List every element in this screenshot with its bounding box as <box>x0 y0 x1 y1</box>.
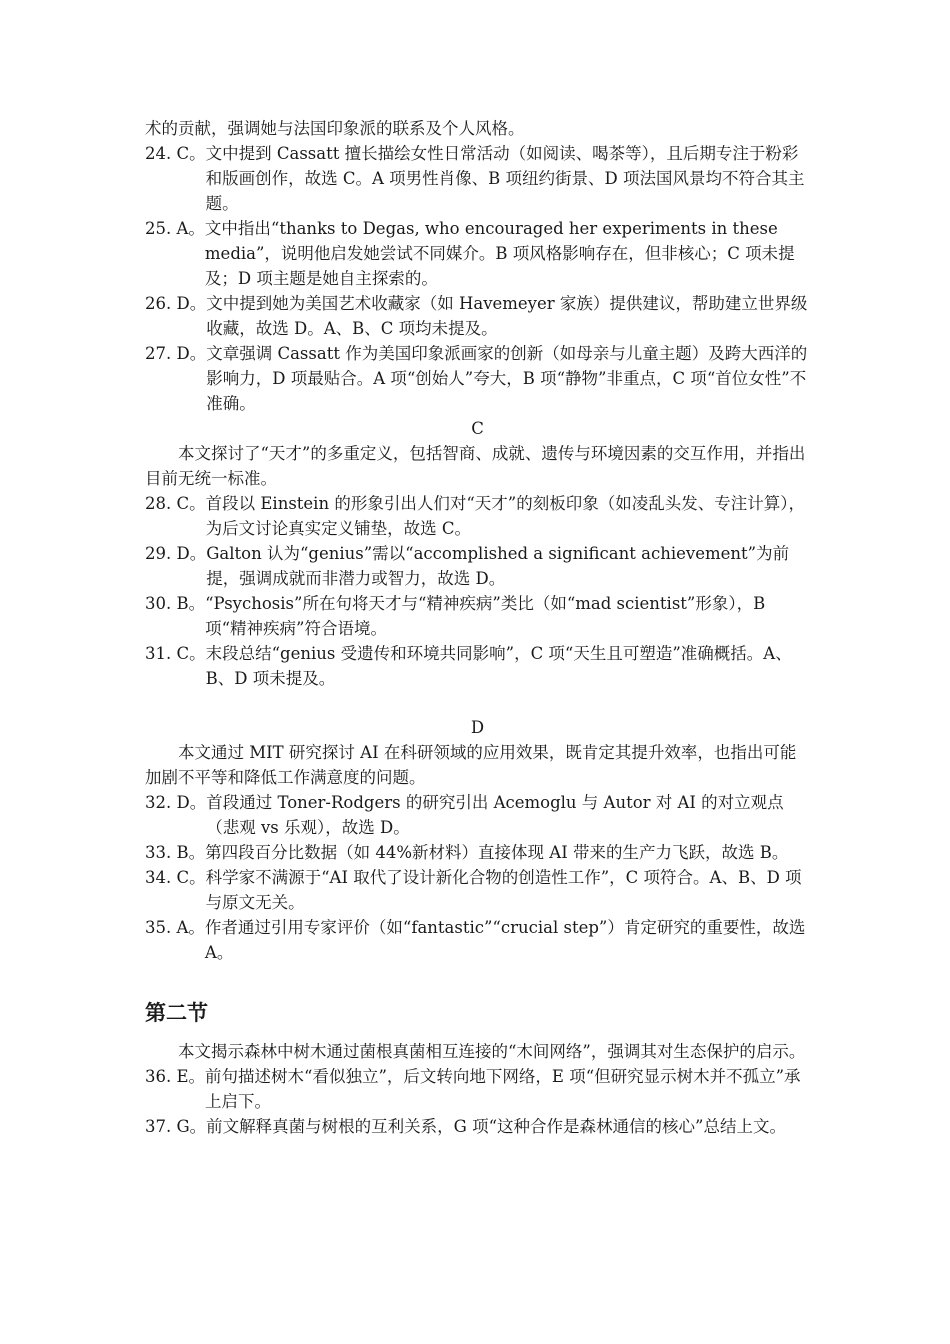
answer-explanation: “Psychosis”所在句将天才与“精神疾病”类比（如“mad scientist”形象），B 项“精神疾病”符合语境。 <box>205 594 766 638</box>
answer-number: 24. C。 <box>145 144 206 163</box>
section-c-answers <box>145 491 810 691</box>
answer-item <box>145 141 810 216</box>
section-two-answers <box>145 1064 810 1139</box>
answer-explanation: 作者通过引用专家评价（如“fantastic”“crucial step”）肯定研究的重要性，故选 A。 <box>204 918 806 962</box>
section-d-answers <box>145 790 810 965</box>
answer-number: 27. D。 <box>145 344 207 363</box>
answer-number: 26. D。 <box>145 294 207 313</box>
answer-explanation: 首段以 Einstein 的形象引出人们对“天才”的刻板印象（如凌乱头发、专注计算），为后文讨论真实定义铺垫，故选 C。 <box>205 494 805 538</box>
answer-number: 34. C。 <box>145 868 206 887</box>
answer-explanation: 前文解释真菌与树根的互利关系，G 项“这种合作是森林通信的核心”总结上文。 <box>206 1117 786 1136</box>
answer-explanation: 第四段百分比数据（如 44%新材料）直接体现 AI 带来的生产力飞跃，故选 B。 <box>205 843 789 862</box>
answer-explanation: 前句描述树木“看似独立”，后文转向地下网络，E 项“但研究显示树木并不孤立”承上启下。 <box>205 1067 801 1111</box>
answer-number: 29. D。 <box>145 544 207 563</box>
answer-item <box>145 491 810 541</box>
answer-item <box>145 341 810 416</box>
answer-number: 28. C。 <box>145 494 206 513</box>
answer-number: 31. C。 <box>145 644 206 663</box>
answer-number: 25. A。 <box>145 219 205 238</box>
answer-item <box>145 865 810 915</box>
intro-tail-text: 术的贡献，强调她与法国印象派的联系及个人风格。 <box>145 119 525 138</box>
section-two-title: 第二节 <box>145 1001 208 1025</box>
answer-explanation: 文中指出“thanks to Degas, who encouraged her experiments in these media”，说明他启发她尝试不同媒介。B 项风格影响存在，但非核心；C 项未提及；D 项主题是她自主探索的。 <box>204 219 795 288</box>
answer-explanation: Galton 认为“genius”需以“accomplished a significant achievement”为前提，强调成就而非潜力或智力，故选 D。 <box>206 544 790 588</box>
answer-item <box>145 216 810 291</box>
answer-number: 30. B。 <box>145 594 206 613</box>
section-d-heading: D <box>470 718 485 737</box>
answer-explanation: 文中提到她为美国艺术收藏家（如 Havemeyer 家族）提供建议，帮助建立世界级收藏，故选 D。A、B、C 项均未提及。 <box>206 294 808 338</box>
answer-number: 35. A。 <box>145 918 205 937</box>
answer-explanation: 科学家不满源于“AI 取代了设计新化合物的创造性工作”，C 项符合。A、B、D 项与原文无关。 <box>205 868 802 912</box>
answer-item <box>145 790 810 840</box>
answer-item <box>145 1114 810 1139</box>
section-b-answers <box>145 141 810 416</box>
section-c-summary: 本文探讨了“天才”的多重定义，包括智商、成就、遗传与环境因素的交互作用，并指出目前无统一标准。 <box>145 444 806 488</box>
answer-number: 33. B。 <box>145 843 206 862</box>
answer-item <box>145 541 810 591</box>
answer-explanation: 末段总结“genius 受遗传和环境共同影响”，C 项“天生且可塑造”准确概括。A、B、D 项未提及。 <box>205 644 792 688</box>
answer-number: 32. D。 <box>145 793 207 812</box>
answer-item <box>145 291 810 341</box>
answer-item <box>145 915 810 965</box>
answer-item <box>145 840 810 865</box>
section-d-summary: 本文通过 MIT 研究探讨 AI 在科研领域的应用效果，既肯定其提升效率，也指出可能加剧不平等和降低工作满意度的问题。 <box>145 743 797 787</box>
section-two-summary: 本文揭示森林中树木通过菌根真菌相互连接的“木间网络”，强调其对生态保护的启示。 <box>178 1042 806 1061</box>
answer-key-page <box>145 116 810 1139</box>
answer-item <box>145 591 810 641</box>
answer-number: 36. E。 <box>145 1067 206 1086</box>
section-c-heading: C <box>471 419 484 438</box>
answer-number: 37. G。 <box>145 1117 207 1136</box>
answer-explanation: 首段通过 Toner-Rodgers 的研究引出 Acemoglu 与 Autor 对 AI 的对立观点（悲观 vs 乐观），故选 D。 <box>206 793 784 837</box>
answer-explanation: 文章强调 Cassatt 作为美国印象派画家的创新（如母亲与儿童主题）及跨大西洋的影响力，D 项最贴合。A 项“创始人”夸大，B 项“静物”非重点，C 项“首位女性”不准确。 <box>206 344 808 413</box>
answer-explanation: 文中提到 Cassatt 擅长描绘女性日常活动（如阅读、喝茶等），且后期专注于粉彩和版画创作，故选 C。A 项男性肖像、B 项纽约街景、D 项法国风景均不符合其主题。 <box>205 144 805 213</box>
answer-item <box>145 641 810 691</box>
answer-item <box>145 1064 810 1114</box>
